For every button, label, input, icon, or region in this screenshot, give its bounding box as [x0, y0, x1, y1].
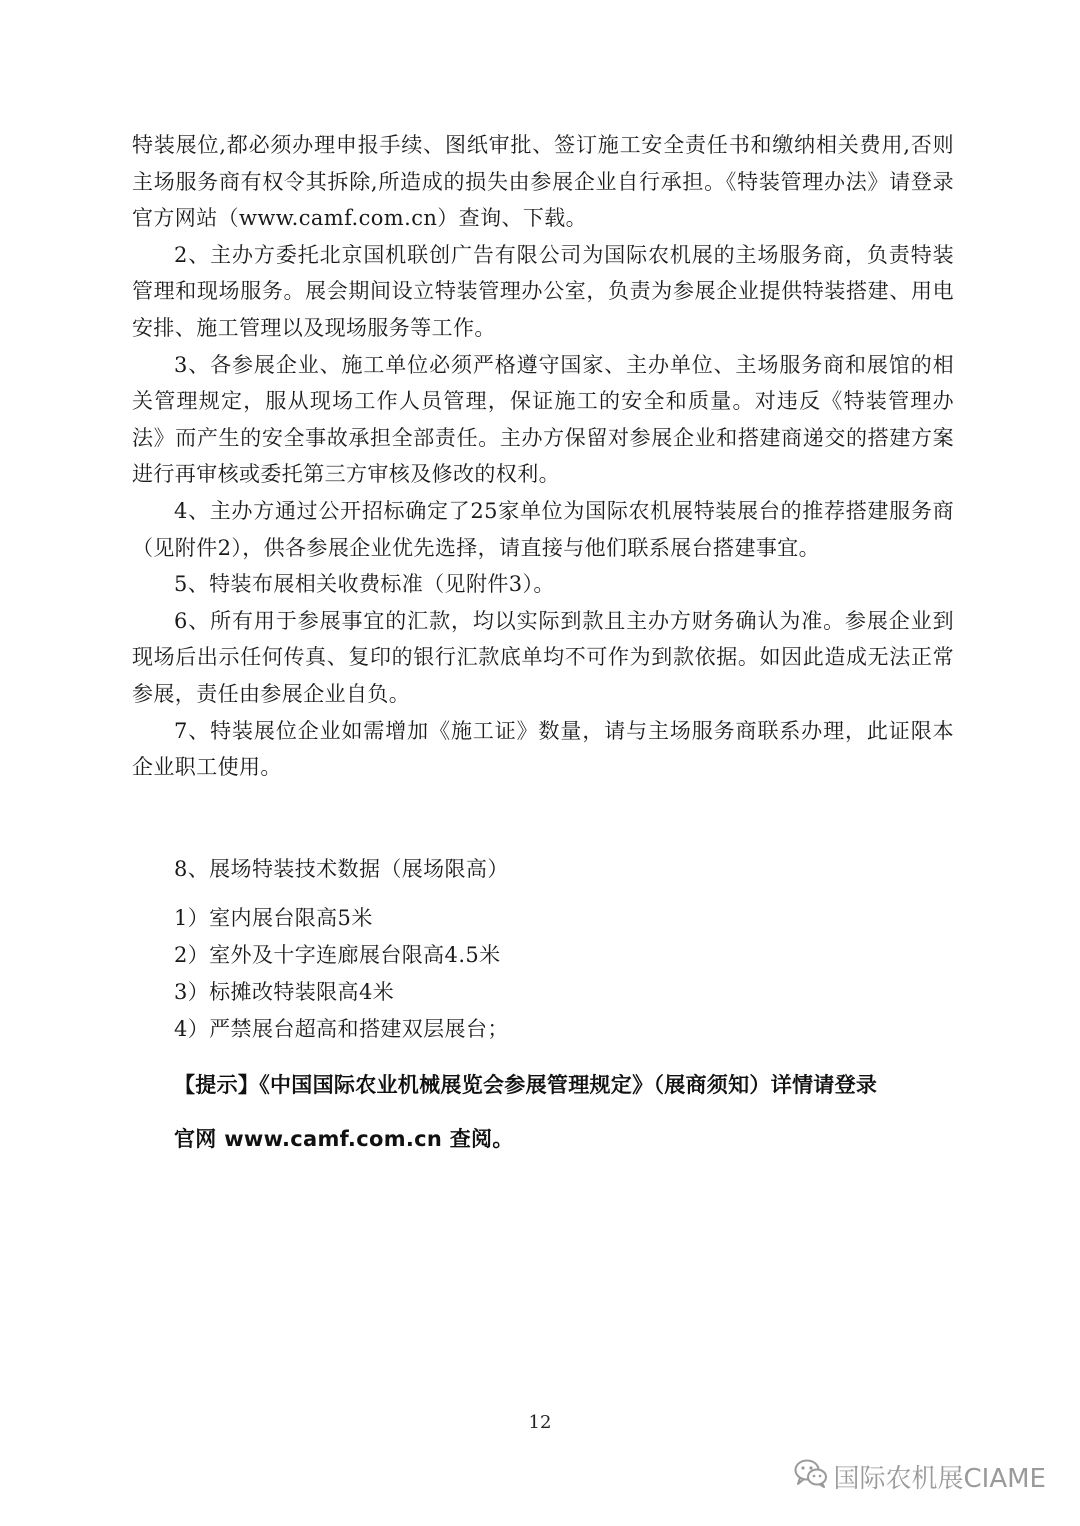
- wechat-watermark: [794, 1458, 1046, 1495]
- list-item: 3）标摊改特装限高4米: [174, 980, 395, 1004]
- watermark-text: 国际农机展CIAME: [833, 1464, 1046, 1494]
- paragraph-2: 2、主办方委托北京国机联创广告有限公司为国际农机展的主场服务商，负责特装管理和现场服务。展会期间设立特装管理办公室，负责为参展企业提供特装搭建、用电安排、施工管理以及现场服务等工作。: [132, 242, 954, 340]
- section-8: [132, 851, 954, 1048]
- paragraph-6: 6、所有用于参展事宜的汇款，均以实际到款且主办方财务确认为准。参展企业到现场后出示任何传真、复印的银行汇款底单均不可作为到款依据。如因此造成无法正常参展，责任由参展企业自负。: [132, 608, 954, 706]
- page-number: 12: [528, 1412, 552, 1433]
- paragraph-5: 5、特装布展相关收费标准（见附件3）。: [174, 572, 555, 597]
- tip-line-1: 【提示】《中国国际农业机械展览会参展管理规定》（展商须知）详情请登录: [174, 1073, 878, 1097]
- list-item: 2）室外及十字连廊展台限高4.5米: [174, 943, 501, 967]
- wechat-icon: [794, 1458, 834, 1495]
- paragraph-1: 特装展位,都必须办理申报手续、图纸审批、签订施工安全责任书和缴纳相关费用,否则主场服务商有权令其拆除,所造成的损失由参展企业自行承担。《特装管理办法》请登录官方网站（www.camf.com.cn）查询、下载。: [132, 133, 954, 231]
- body-text: [132, 127, 954, 786]
- list-item: 1）室内展台限高5米: [174, 906, 373, 930]
- tip-line-2: 官网 www.camf.com.cn 查阅。: [174, 1127, 514, 1151]
- paragraph-7: 7、特装展位企业如需增加《施工证》数量，请与主场服务商联系办理，此证限本企业职工使用。: [132, 718, 954, 780]
- section-8-heading: 8、展场特装技术数据（展场限高）: [174, 857, 509, 881]
- paragraph-4: 4、主办方通过公开招标确定了25家单位为国际农机展特装展台的推荐搭建服务商（见附件2），供各参展企业优先选择，请直接与他们联系展台搭建事宜。: [132, 498, 954, 560]
- tip-notice: [174, 1058, 954, 1166]
- list-item: 4）严禁展台超高和搭建双层展台；: [174, 1017, 509, 1041]
- paragraph-3: 3、各参展企业、施工单位必须严格遵守国家、主办单位、主场服务商和展馆的相关管理规定，服从现场工作人员管理，保证施工的安全和质量。对违反《特装管理办法》而产生的安全事故承担全部责任。主办方保留对参展企业和搭建商递交的搭建方案进行再审核或委托第三方审核及修改的权利。: [132, 352, 954, 487]
